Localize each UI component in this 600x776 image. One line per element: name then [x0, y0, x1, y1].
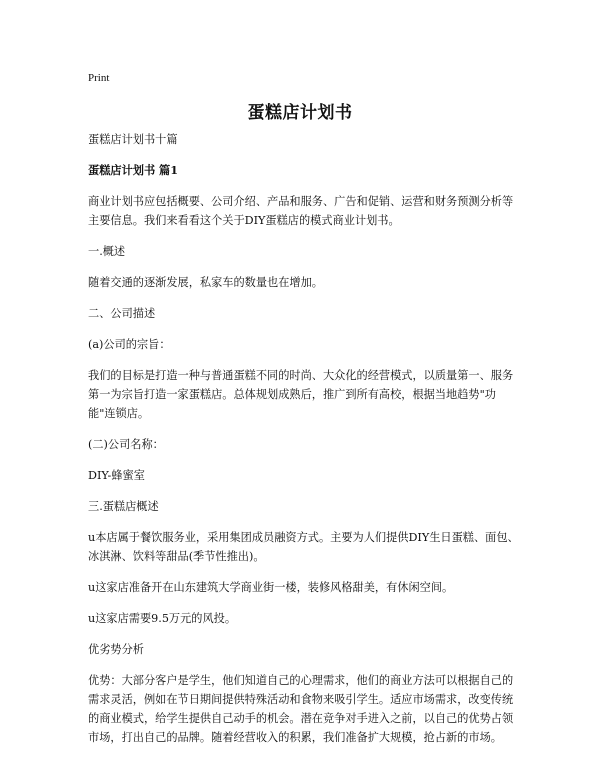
paragraph-purpose: 我们的目标是打造一种与普通蛋糕不同的时尚、大众化的经营模式，以质量第一、服务第一为宗旨打造一家蛋糕店。总体规划成熟后，推广到所有高校，根据当地趋势"功能"连锁店。 — [88, 369, 514, 420]
paragraph-shop-funding: u这家店需要9.5万元的风投。 — [88, 612, 237, 625]
section-heading-swot: 优劣势分析 — [88, 643, 144, 656]
subsection-heading-name: (二)公司名称： — [88, 438, 164, 451]
paragraph-shop-type: u本店属于餐饮服务业，采用集团成员融资方式。主要为人们提供DIY生日蛋糕、面包、冰淇淋、饮料等甜品(季节性推出)。 — [88, 531, 519, 563]
paragraph-shop-location: u这家店准备开在山东建筑大学商业街一楼，装修风格甜美，有休闲空间。 — [88, 581, 454, 594]
paragraph-overview: 随着交通的逐渐发展，私家车的数量也在增加。 — [88, 276, 323, 289]
section-heading-company: 二、公司描述 — [88, 307, 156, 320]
document-title: 蛋糕店计划书 — [247, 103, 353, 123]
chapter-heading: 蛋糕店计划书 篇1 — [88, 163, 178, 177]
document-body — [88, 130, 520, 759]
print-label: Print — [88, 72, 110, 84]
paragraph-company-name: DIY-蜂蜜室 — [88, 469, 145, 482]
paragraph-intro: 商业计划书应包括概要、公司介绍、产品和服务、广告和促销、运营和财务预测分析等主要信息。我们来看看这个关于DIY蛋糕店的模式商业计划书。 — [88, 195, 514, 227]
subsection-heading-purpose: (a)公司的宗旨： — [88, 338, 171, 351]
section-heading-overview: 一.概述 — [88, 245, 126, 258]
section-heading-shop: 三.蛋糕店概述 — [88, 500, 159, 513]
paragraph-strengths: 优势：大部分客户是学生，他们知道自己的心理需求，他们的商业方法可以根据自己的需求灵活，例如在节日期间提供特殊活动和食物来吸引学生。适应市场需求，改变传统的商业模式，给学生提供自己动手的机会。潜在竞争对手进入之前，以自己的优势占领市场，打出自己的品牌。随着经营收入的积累，我们准备扩大规模，抢占新的市场。 — [88, 674, 514, 744]
document-subtitle: 蛋糕店计划书十篇 — [88, 133, 178, 146]
